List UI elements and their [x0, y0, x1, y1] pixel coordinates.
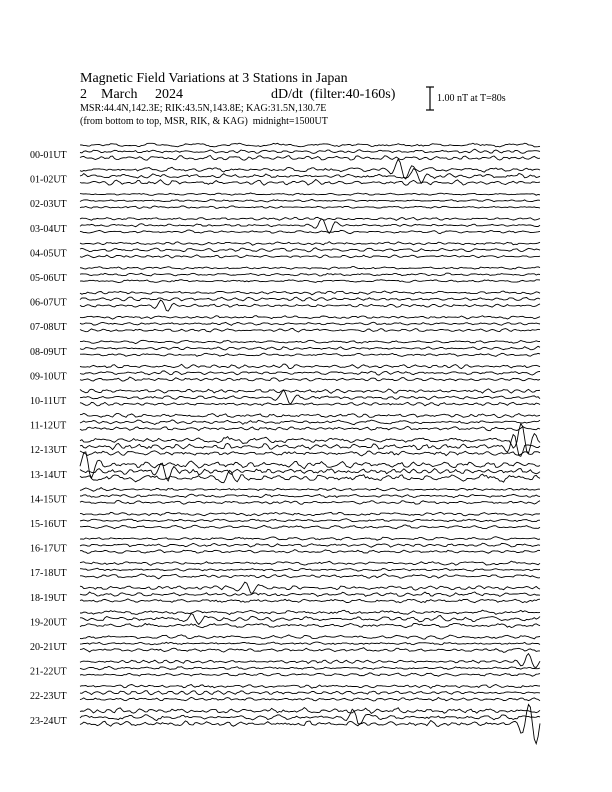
- trace-msr: [80, 300, 540, 311]
- hour-label: 20-21UT: [30, 642, 67, 653]
- trace-rik: [80, 149, 540, 153]
- trace-kag: [80, 561, 540, 565]
- hour-label: 13-14UT: [30, 469, 67, 481]
- trace-rik: [80, 519, 540, 522]
- trace-rik: [80, 297, 540, 301]
- trace-kag: [80, 685, 540, 689]
- scale-bar-label: 1.00 nT at T=80s: [437, 93, 506, 104]
- trace-msr: [80, 451, 540, 456]
- hour-label: 09-10UT: [30, 371, 67, 383]
- trace-msr: [80, 574, 540, 579]
- trace-kag: [80, 316, 540, 320]
- trace-rik: [80, 642, 540, 645]
- chart-title: Magnetic Field Variations at 3 Stations in Japan: [80, 71, 348, 86]
- trace-rik: [80, 248, 540, 252]
- trace-msr: [80, 255, 540, 258]
- trace-kag: [80, 635, 540, 639]
- hour-label: 18-19UT: [30, 592, 67, 604]
- hour-label: 06-07UT: [30, 297, 67, 309]
- trace-rik: [80, 568, 540, 571]
- hour-label: 01-02UT: [30, 174, 67, 186]
- hour-label: 10-11UT: [30, 396, 67, 407]
- trace-rik: [80, 614, 540, 625]
- trace-kag: [80, 537, 540, 541]
- trace-kag: [80, 143, 540, 147]
- trace-msr: [80, 500, 540, 504]
- hour-label: 21-22UT: [30, 666, 67, 678]
- hour-label: 15-16UT: [30, 519, 67, 530]
- traces: [80, 143, 540, 744]
- trace-kag: [80, 708, 540, 714]
- hour-label: 05-06UT: [30, 273, 67, 284]
- trace-msr: [80, 402, 540, 405]
- trace-msr: [80, 697, 540, 701]
- trace-kag: [80, 582, 540, 593]
- trace-msr: [80, 673, 540, 676]
- trace-kag: [80, 242, 540, 246]
- hour-label: 11-12UT: [30, 420, 67, 432]
- hour-label: 14-15UT: [30, 494, 67, 506]
- scale-bar: [426, 87, 434, 110]
- trace-rik: [80, 322, 540, 325]
- hour-label: 08-09UT: [30, 346, 67, 358]
- trace-kag: [80, 512, 540, 516]
- trace-msr: [80, 280, 540, 283]
- trace-msr: [80, 550, 540, 554]
- hour-label: 19-20UT: [30, 617, 67, 629]
- date-label: 2 March 2024: [80, 87, 184, 102]
- trace-kag: [80, 340, 540, 343]
- stacking-order-note: (from bottom to top, MSR, RIK, & KAG) midnight=1500UT: [80, 116, 328, 127]
- trace-kag: [80, 364, 540, 369]
- trace-kag: [80, 654, 540, 668]
- trace-msr: [80, 377, 540, 381]
- trace-kag: [80, 267, 540, 270]
- hour-label: 04-05UT: [30, 248, 67, 260]
- hour-label: 07-08UT: [30, 322, 67, 334]
- hour-labels: [30, 150, 67, 727]
- trace-msr: [80, 599, 540, 603]
- hour-label: 23-24UT: [30, 715, 67, 727]
- trace-rik: [80, 494, 540, 497]
- trace-rik: [80, 420, 540, 425]
- trace-msr: [80, 230, 540, 234]
- trace-msr: [80, 353, 540, 356]
- trace-msr: [80, 328, 540, 332]
- trace-msr: [80, 623, 540, 627]
- trace-rik: [80, 169, 540, 184]
- trace-kag: [80, 217, 540, 220]
- trace-msr: [80, 180, 540, 186]
- trace-kag: [80, 610, 540, 614]
- trace-rik: [80, 199, 540, 202]
- trace-msr: [80, 156, 540, 161]
- trace-rik: [80, 371, 540, 375]
- hour-label: 03-04UT: [30, 223, 67, 235]
- trace-msr: [80, 426, 540, 430]
- hour-label: 00-01UT: [30, 150, 67, 161]
- trace-kag: [80, 452, 540, 478]
- hour-label: 12-13UT: [30, 445, 67, 457]
- hour-label: 16-17UT: [30, 543, 67, 555]
- trace-rik: [80, 592, 540, 596]
- trace-rik: [80, 543, 540, 547]
- hour-label: 17-18UT: [30, 568, 67, 580]
- trace-kag: [80, 193, 540, 195]
- trace-rik: [80, 273, 540, 276]
- trace-rik: [80, 666, 540, 669]
- trace-rik: [80, 691, 540, 695]
- trace-msr: [80, 206, 540, 209]
- filter-label: dD/dt (filter:40-160s): [271, 87, 396, 102]
- trace-kag: [80, 389, 540, 393]
- trace-msr: [80, 525, 540, 529]
- trace-rik: [80, 346, 540, 350]
- station-coordinates: MSR:44.4N,142.3E; RIK:43.5N,143.8E; KAG:31.5N,130.7E: [80, 103, 327, 114]
- trace-kag: [80, 291, 540, 295]
- trace-msr: [80, 648, 540, 653]
- trace-kag: [80, 413, 540, 417]
- trace-kag: [80, 488, 540, 492]
- hour-label: 02-03UT: [30, 199, 67, 211]
- hour-label: 22-23UT: [30, 691, 67, 703]
